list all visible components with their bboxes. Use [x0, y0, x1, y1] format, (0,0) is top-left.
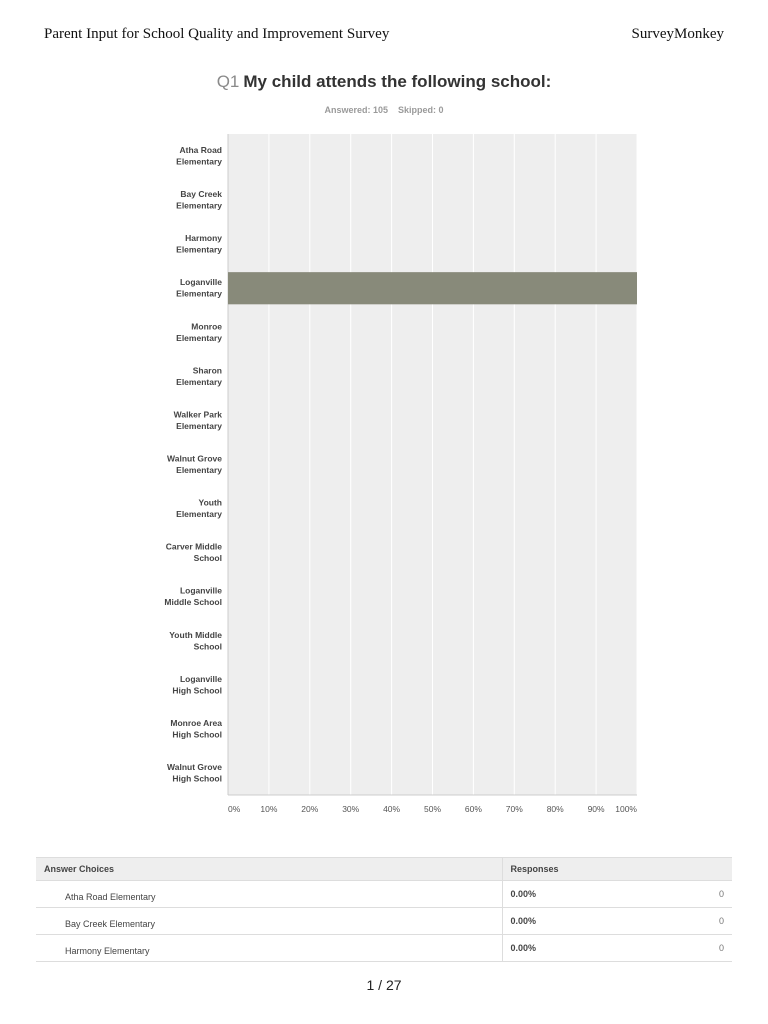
responses-header: Responses — [502, 858, 732, 881]
category-label: Loganville Middle School — [164, 585, 222, 608]
x-tick-label: 80% — [546, 804, 564, 814]
x-tick-label: 90% — [587, 804, 605, 814]
table-header-row — [36, 858, 732, 881]
category-label: Youth Middle School — [169, 629, 222, 652]
count-cell: 0 — [612, 908, 732, 935]
count-cell: 0 — [612, 935, 732, 962]
category-label: Sharon Elementary — [176, 365, 222, 387]
x-tick-label: 60% — [464, 804, 482, 814]
x-tick-label: 50% — [423, 804, 442, 814]
skipped-count: Skipped: 0 — [398, 105, 444, 115]
category-label: Walnut Grove Elementary — [167, 453, 222, 475]
category-label: Loganville High School — [172, 673, 222, 696]
category-label: Walnut Grove High School — [167, 761, 222, 784]
choice-cell: Bay Creek Elementary — [36, 908, 502, 935]
question-text: My child attends the following school: — [243, 72, 552, 91]
category-label: Loganville Elementary — [176, 277, 222, 299]
table-row — [36, 881, 732, 908]
choice-cell: Harmony Elementary — [36, 935, 502, 962]
answer-table — [36, 857, 732, 962]
x-tick-label: 30% — [342, 804, 360, 814]
question-number: Q1 — [216, 72, 240, 91]
percent-cell: 0.00% — [502, 908, 612, 935]
x-tick-label: 20% — [301, 804, 319, 814]
percent-cell: 0.00% — [502, 935, 612, 962]
x-tick-label: 40% — [383, 804, 401, 814]
category-label: Walker Park Elementary — [173, 409, 222, 431]
x-tick-label: 100% — [615, 804, 637, 814]
choice-cell: Atha Road Elementary — [36, 881, 502, 908]
x-tick-label: 70% — [505, 804, 523, 814]
count-cell: 0 — [612, 881, 732, 908]
answer-choices-header: Answer Choices — [36, 858, 502, 881]
x-tick-label: 10% — [260, 804, 278, 814]
survey-title: Parent Input for School Quality and Improvement Survey — [44, 25, 390, 42]
table-row — [36, 908, 732, 935]
category-label: Monroe Area High School — [170, 717, 222, 740]
category-label: Harmony Elementary — [176, 233, 222, 255]
category-label: Monroe Elementary — [176, 321, 222, 343]
category-label: Bay Creek Elementary — [176, 189, 222, 211]
percent-cell: 0.00% — [502, 881, 612, 908]
category-label: Atha Road Elementary — [176, 145, 222, 167]
bar — [228, 272, 637, 304]
answered-count: Answered: 105 — [324, 105, 388, 115]
brand-name: SurveyMonkey — [631, 25, 724, 42]
page-number: 1 / 27 — [366, 977, 402, 993]
category-label: Youth Elementary — [176, 497, 222, 520]
table-row — [36, 935, 732, 962]
category-label: Carver Middle School — [165, 541, 222, 564]
x-tick-label: 0% — [228, 804, 241, 814]
